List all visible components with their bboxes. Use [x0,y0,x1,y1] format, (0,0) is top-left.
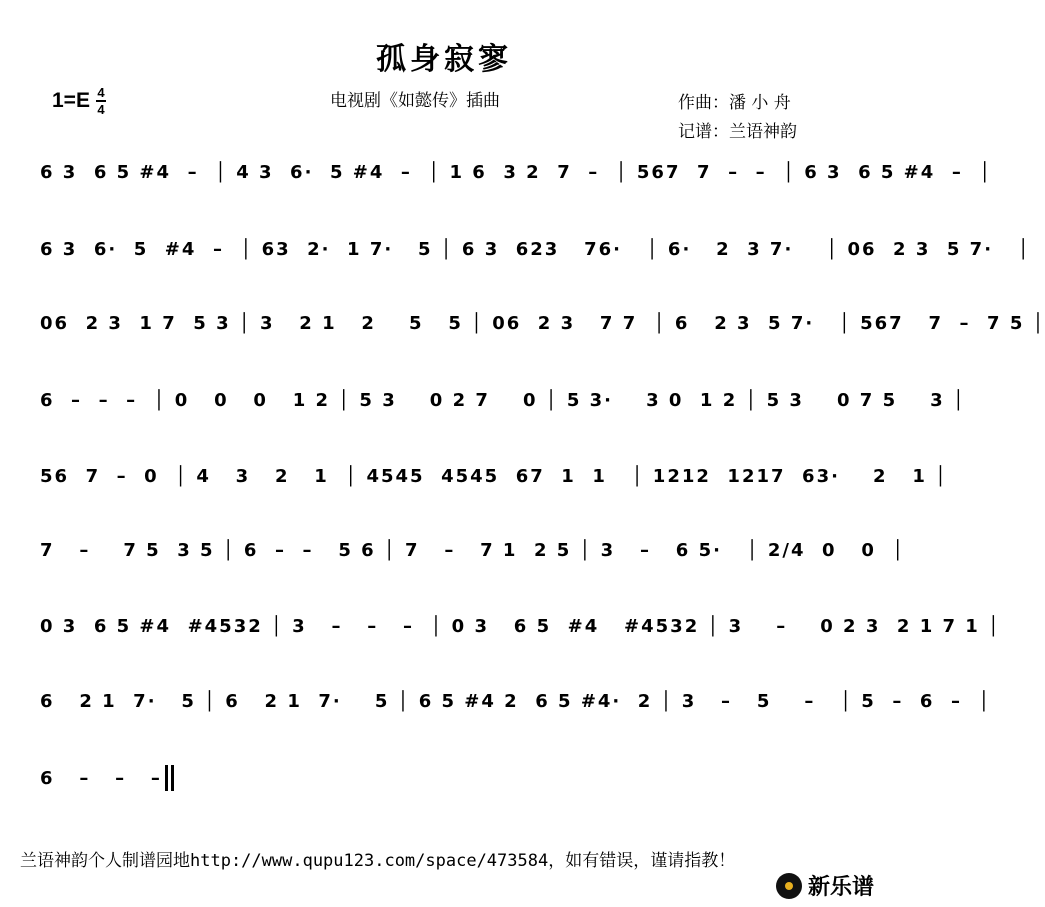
score-line-3 [40,303,1045,343]
score-line-text: 0 3 6 5 #4 #4532 │ 3 – – – │ 0 3 6 5 #4 #4532 │ 3 – 0 2 3 2 1 7 1 │ [40,615,1001,637]
subtitle: 电视剧《如懿传》插曲 [330,91,500,111]
time-signature-bottom: 4 [97,101,105,117]
score-line-text: 56 7 – 0 │ 4 3 2 1 │ 4545 4545 67 1 1 │ 1212 1217 63· 2 1 │ [40,465,948,487]
score-line-8 [40,681,992,721]
song-title: 孤身寂寥 [376,42,512,77]
score-line-2 [40,229,1031,269]
score-line-text: 6 3 6 5 #4 – │ 4 3 6· 5 #4 – │ 1 6 3 2 7 – │ 567 7 – – │ 6 3 6 5 #4 – │ [40,161,993,183]
score-line-text: 6 2 1 7· 5 │ 6 2 1 7· 5 │ 6 5 #4 2 6 5 #4· 2 │ 3 – 5 – │ 5 – 6 – │ [40,690,992,712]
score-line-text: 6 – – – [40,767,162,789]
score-line-9 [40,758,850,798]
score-line-text: 6 – – – │ 0 0 0 1 2 │ 5 3 0 2 7 0 │ 5 3· 3 0 1 2 │ 5 3 0 7 5 3 │ [40,389,966,411]
score-line-text: 06 2 3 1 7 5 3 │ 3 2 1 2 5 5 │ 06 2 3 7 7 │ 6 2 3 5 7· │ 567 7 – 7 5 │ [40,312,1045,334]
score-line-1 [40,152,993,192]
final-barline [165,765,168,791]
key-label: 1=E [52,88,90,112]
score-line-5 [40,456,948,496]
vinyl-disc-icon [776,873,802,899]
key-signature [52,86,106,116]
site-logo[interactable] [776,870,874,901]
time-signature-top: 4 [97,85,105,100]
footer-note: 兰语神韵个人制谱园地http://www.qupu123.com/space/473584，如有错误，谨请指教！ [20,851,736,871]
composer-credit: 作曲：潘 小 舟 [678,93,791,113]
time-signature [96,86,106,116]
transcriber-credit: 记谱：兰语神韵 [678,122,797,142]
logo-text: 新乐谱 [807,875,874,900]
score-line-text: 6 3 6· 5 #4 – │ 63 2· 1 7· 5 │ 6 3 623 76· │ 6· 2 3 7· │ 06 2 3 5 7· │ [40,238,1031,260]
score-line-6 [40,530,906,570]
score-line-text: 7 – 7 5 3 5 │ 6 – – 5 6 │ 7 – 7 1 2 5 │ 3 – 6 5· │ 2/4 0 0 │ [40,539,906,561]
score-line-7 [40,606,1001,646]
score-line-4 [40,380,966,420]
final-barline [171,765,174,791]
